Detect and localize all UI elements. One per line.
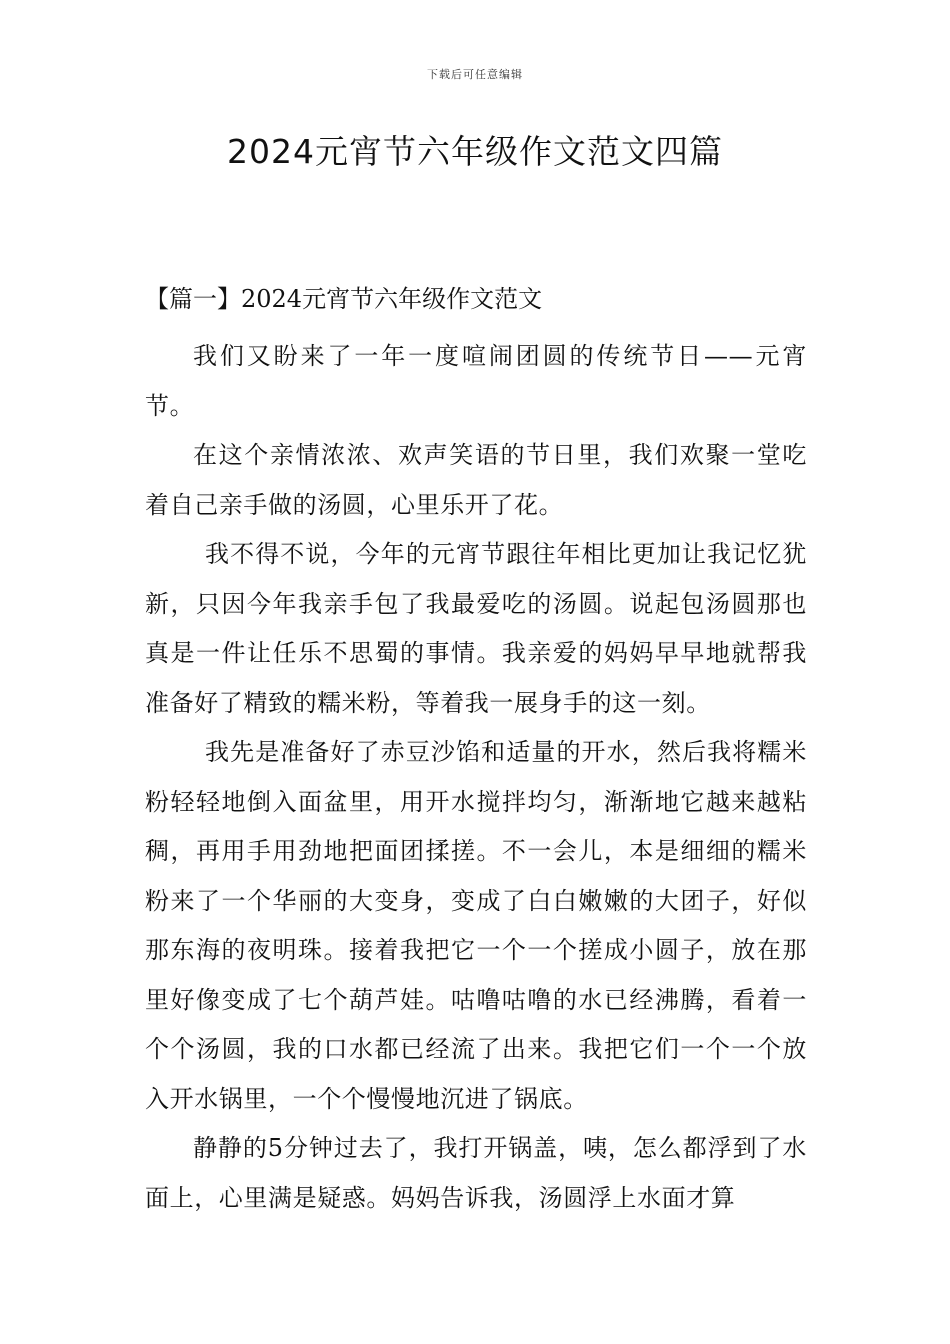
paragraph-5: 静静的5分钟过去了，我打开锅盖，咦，怎么都浮到了水面上，心里满是疑惑。妈妈告诉我，汤圆浮上水面才算: [145, 1134, 807, 1212]
paragraph-2: 在这个亲情浓浓、欢声笑语的节日里，我们欢聚一堂吃着自己亲手做的汤圆，心里乐开了花。: [145, 441, 807, 519]
paragraph-4: 我先是准备好了赤豆沙馅和适量的开水，然后我将糯米粉轻轻地倒入面盆里，用开水搅拌均匀，渐渐地它越来越粘稠，再用手用劲地把面团揉搓。不一会儿，本是细细的糯米粉来了一个华丽的大变身，变成了白白嫩嫩的大团子，好似那东海的夜明珠。接着我把它一个一个搓成小圆子，放在那里好像变成了七个葫芦娃。咕噜咕噜的水已经沸腾，看着一个个汤圆，我的口水都已经流了出来。我把它们一个一个放入开水锅里，一个个慢慢地沉进了锅底。: [145, 738, 807, 1113]
paragraph-3: 我不得不说，今年的元宵节跟往年相比更加让我记忆犹新，只因今年我亲手包了我最爱吃的汤圆。说起包汤圆那也真是一件让任乐不思蜀的事情。我亲爱的妈妈早早地就帮我准备好了精致的糯米粉，等着我一展身手的这一刻。: [145, 540, 807, 717]
section-heading: 【篇一】2024元宵节六年级作文范文: [145, 285, 543, 313]
header-note: 下载后可任意编辑: [427, 68, 523, 81]
document-body: [145, 283, 807, 1223]
document-title: 2024元宵节六年级作文范文四篇: [227, 132, 723, 171]
paragraph-1: 我们又盼来了一年一度喧闹团圆的传统节日——元宵节。: [145, 342, 807, 420]
